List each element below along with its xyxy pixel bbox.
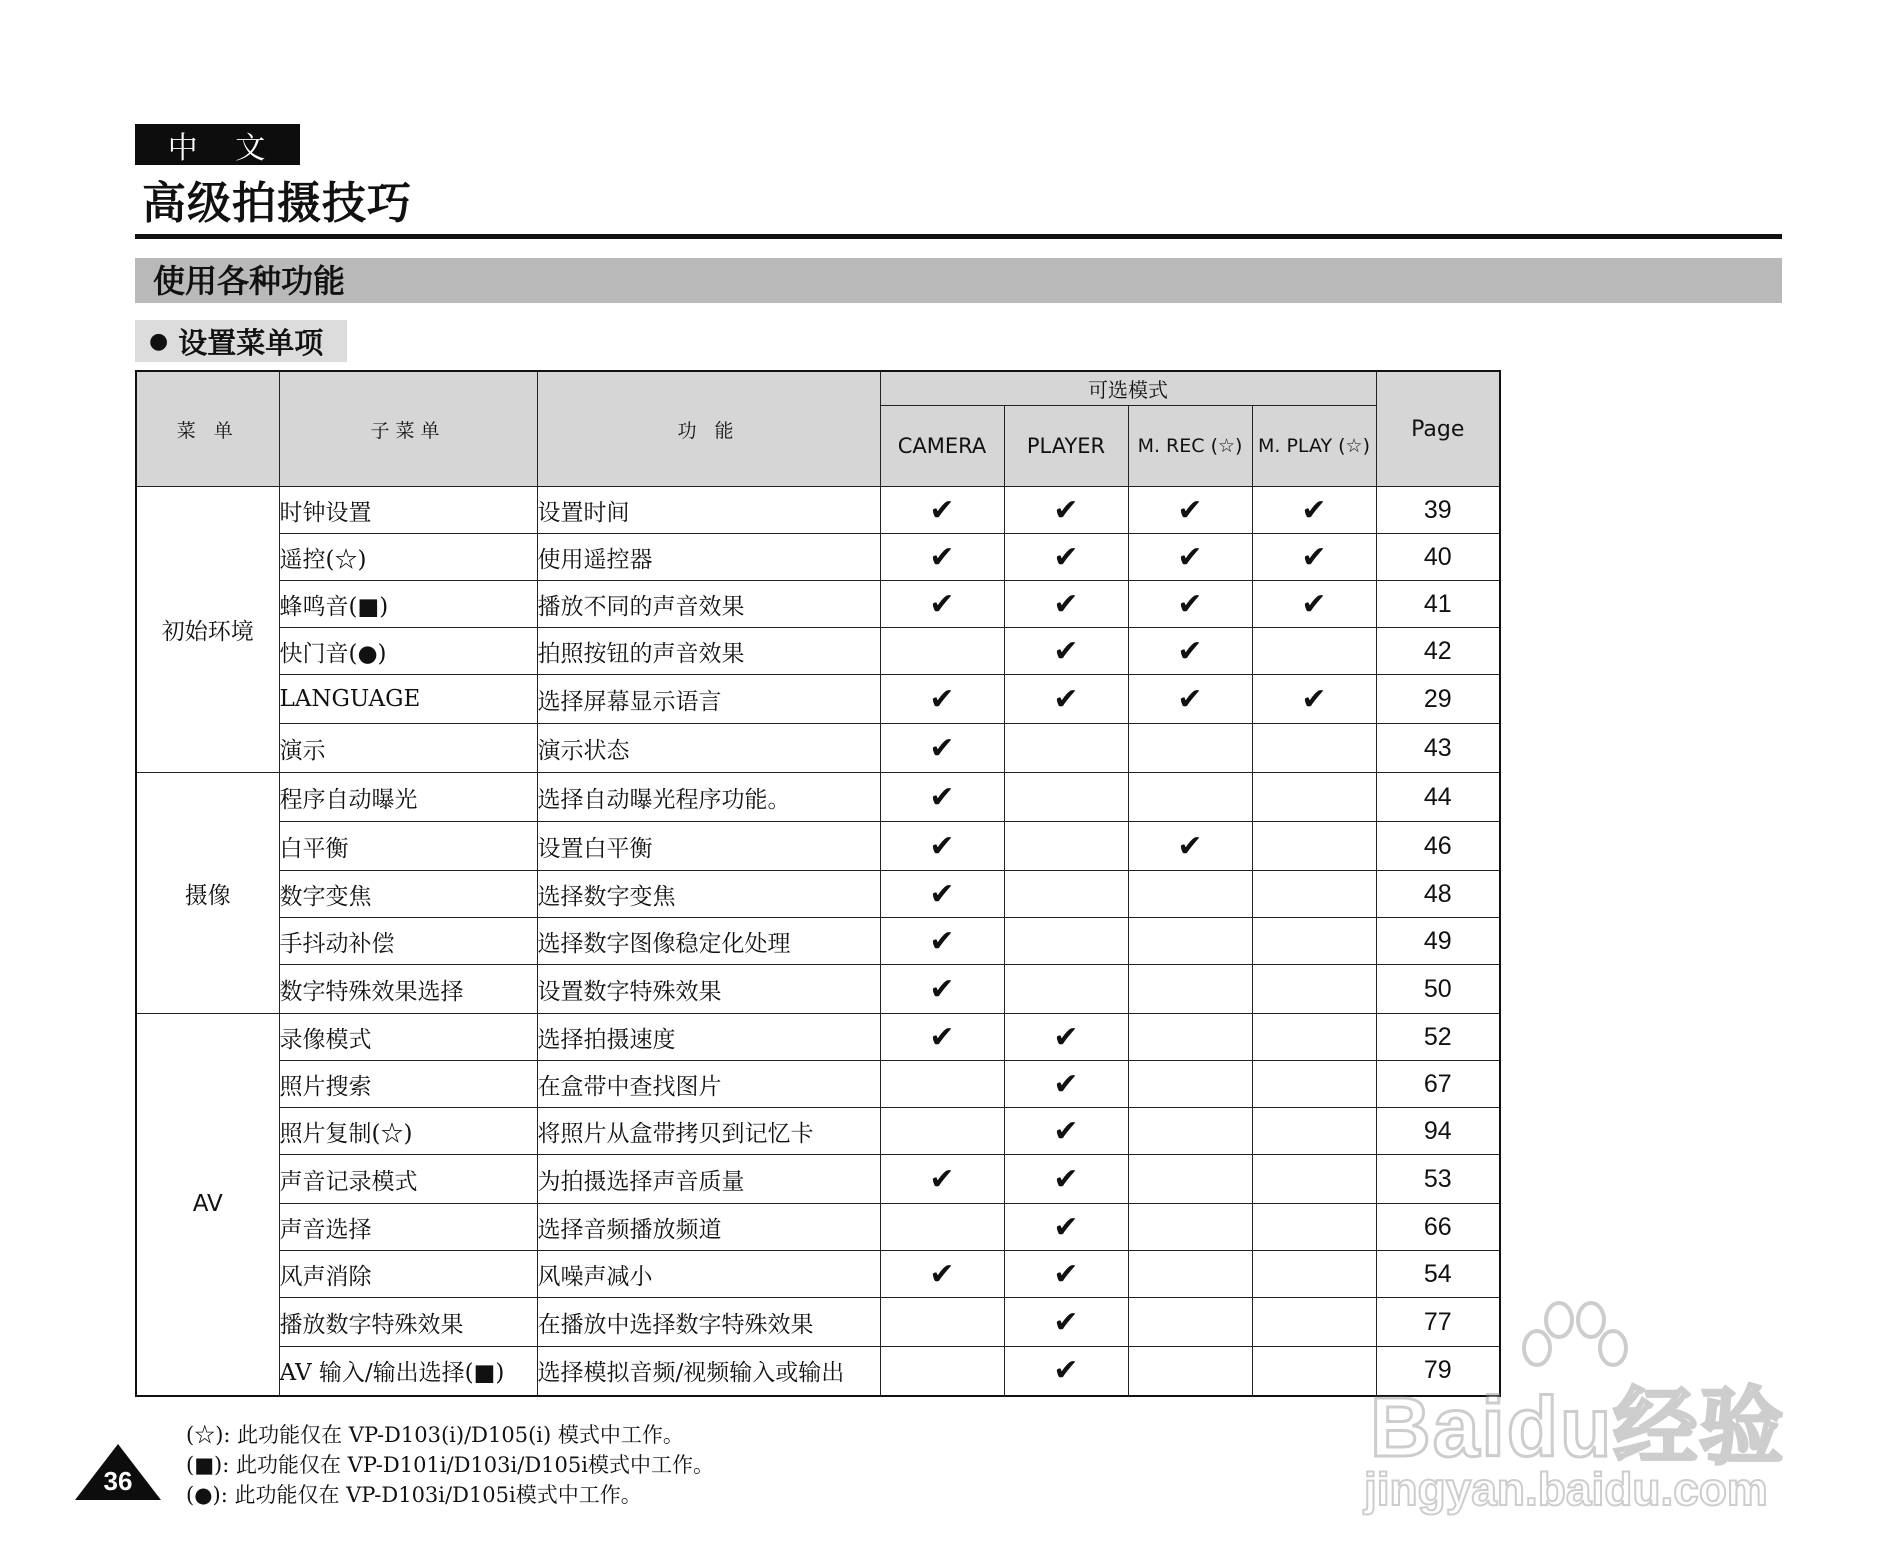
mode-camera-check: ✔ <box>880 1251 1004 1298</box>
mode-player-check: ✔ <box>1004 675 1128 724</box>
page-ref-cell: 49 <box>1376 918 1500 965</box>
mode-camera-check: ✔ <box>880 487 1004 534</box>
table-row <box>136 724 1500 773</box>
table-row <box>136 773 1500 822</box>
mode-mrec-check <box>1128 1155 1252 1204</box>
title-divider <box>135 234 1782 239</box>
mode-player-check: ✔ <box>1004 1347 1128 1396</box>
page-ref-cell: 66 <box>1376 1204 1500 1251</box>
submenu-cell: 数字变焦 <box>279 871 537 918</box>
table-row <box>136 1108 1500 1155</box>
menu-category: 初始环境 <box>136 487 279 773</box>
mode-camera-check: ✔ <box>880 724 1004 773</box>
table-row <box>136 1014 1500 1061</box>
mode-mrec-check: ✔ <box>1128 822 1252 871</box>
mode-mrec-check: ✔ <box>1128 581 1252 628</box>
mode-camera-check: ✔ <box>880 581 1004 628</box>
submenu-cell: 蜂鸣音(■) <box>279 581 537 628</box>
function-cell: 设置数字特殊效果 <box>537 965 880 1014</box>
header-mode-player: PLAYER <box>1004 406 1128 487</box>
submenu-cell: 数字特殊效果选择 <box>279 965 537 1014</box>
watermark <box>1360 1300 1830 1520</box>
mode-mplay-check <box>1252 724 1376 773</box>
mode-camera-check: ✔ <box>880 918 1004 965</box>
submenu-cell: 播放数字特殊效果 <box>279 1298 537 1347</box>
header-submenu: 子菜单 <box>279 371 537 487</box>
submenu-cell: 录像模式 <box>279 1014 537 1061</box>
mode-player-check <box>1004 918 1128 965</box>
page-number-badge <box>75 1444 161 1500</box>
function-cell: 为拍摄选择声音质量 <box>537 1155 880 1204</box>
page-ref-cell: 46 <box>1376 822 1500 871</box>
mode-mrec-check: ✔ <box>1128 534 1252 581</box>
function-cell: 播放不同的声音效果 <box>537 581 880 628</box>
page-ref-cell: 29 <box>1376 675 1500 724</box>
footnote: (☆): 此功能仅在 VP-D103(i)/D105(i) 模式中工作。 <box>186 1423 684 1447</box>
mode-player-check: ✔ <box>1004 1204 1128 1251</box>
function-cell: 选择屏幕显示语言 <box>537 675 880 724</box>
submenu-cell: 遥控(☆) <box>279 534 537 581</box>
table-row <box>136 487 1500 534</box>
footnotes <box>186 1420 714 1510</box>
mode-mplay-check <box>1252 773 1376 822</box>
table-row <box>136 918 1500 965</box>
mode-mplay-check <box>1252 1108 1376 1155</box>
header-function: 功 能 <box>537 371 880 487</box>
mode-camera-check: ✔ <box>880 965 1004 1014</box>
function-cell: 将照片从盒带拷贝到记忆卡 <box>537 1108 880 1155</box>
mode-mplay-check <box>1252 918 1376 965</box>
mode-mrec-check <box>1128 871 1252 918</box>
function-cell: 选择数字变焦 <box>537 871 880 918</box>
submenu-cell: 程序自动曝光 <box>279 773 537 822</box>
mode-camera-check: ✔ <box>880 1155 1004 1204</box>
mode-mplay-check <box>1252 1347 1376 1396</box>
table-row <box>136 628 1500 675</box>
mode-mplay-check <box>1252 1155 1376 1204</box>
function-cell: 选择数字图像稳定化处理 <box>537 918 880 965</box>
submenu-cell: 手抖动补偿 <box>279 918 537 965</box>
page-number: 36 <box>103 1466 133 1496</box>
table-row <box>136 675 1500 724</box>
menu-category: AV <box>136 1014 279 1396</box>
subsection-title: 设置菜单项 <box>178 325 324 360</box>
mode-mplay-check: ✔ <box>1252 581 1376 628</box>
page-ref-cell: 39 <box>1376 487 1500 534</box>
language-tag: 中 文 <box>135 124 300 165</box>
header-modes-group: 可选模式 <box>880 371 1376 406</box>
function-cell: 演示状态 <box>537 724 880 773</box>
page-ref-cell: 48 <box>1376 871 1500 918</box>
menu-items-table <box>135 370 1501 1397</box>
mode-mplay-check <box>1252 871 1376 918</box>
page-ref-cell: 54 <box>1376 1251 1500 1298</box>
submenu-cell: AV 输入/输出选择(■) <box>279 1347 537 1396</box>
section-header <box>135 258 1782 303</box>
function-cell: 风噪声减小 <box>537 1251 880 1298</box>
page-ref-cell: 40 <box>1376 534 1500 581</box>
mode-mrec-check <box>1128 965 1252 1014</box>
page-ref-cell: 44 <box>1376 773 1500 822</box>
mode-player-check: ✔ <box>1004 487 1128 534</box>
mode-camera-check <box>880 1298 1004 1347</box>
mode-player-check: ✔ <box>1004 581 1128 628</box>
submenu-cell: 照片搜索 <box>279 1061 537 1108</box>
watermark-url: jingyan.baidu.com <box>1364 1463 1768 1515</box>
mode-camera-check <box>880 628 1004 675</box>
header-mode-mrec: M. REC (☆) <box>1128 406 1252 487</box>
mode-mplay-check <box>1252 822 1376 871</box>
mode-player-check: ✔ <box>1004 1061 1128 1108</box>
submenu-cell: 白平衡 <box>279 822 537 871</box>
submenu-cell: 时钟设置 <box>279 487 537 534</box>
section-title: 使用各种功能 <box>153 262 346 300</box>
mode-mplay-check: ✔ <box>1252 534 1376 581</box>
footnote: (■): 此功能仅在 VP-D101i/D103i/D105i模式中工作。 <box>186 1453 714 1477</box>
page-ref-cell: 43 <box>1376 724 1500 773</box>
mode-camera-check: ✔ <box>880 675 1004 724</box>
function-cell: 拍照按钮的声音效果 <box>537 628 880 675</box>
mode-player-check: ✔ <box>1004 1155 1128 1204</box>
mode-mplay-check: ✔ <box>1252 675 1376 724</box>
page-ref-cell: 79 <box>1376 1347 1500 1396</box>
mode-camera-check: ✔ <box>880 534 1004 581</box>
submenu-cell: 声音选择 <box>279 1204 537 1251</box>
mode-mplay-check <box>1252 965 1376 1014</box>
function-cell: 选择自动曝光程序功能。 <box>537 773 880 822</box>
table-row <box>136 1155 1500 1204</box>
mode-mplay-check <box>1252 628 1376 675</box>
watermark-logo: Baidu经验 <box>1370 1380 1786 1474</box>
mode-mplay-check <box>1252 1204 1376 1251</box>
mode-player-check <box>1004 724 1128 773</box>
mode-mrec-check: ✔ <box>1128 487 1252 534</box>
subsection-header <box>135 320 347 362</box>
mode-camera-check: ✔ <box>880 1014 1004 1061</box>
table-body <box>136 487 1500 1396</box>
page-ref-cell: 94 <box>1376 1108 1500 1155</box>
function-cell: 选择音频播放频道 <box>537 1204 880 1251</box>
function-cell: 选择拍摄速度 <box>537 1014 880 1061</box>
function-cell: 设置时间 <box>537 487 880 534</box>
mode-camera-check <box>880 1204 1004 1251</box>
mode-player-check <box>1004 773 1128 822</box>
mode-player-check: ✔ <box>1004 1251 1128 1298</box>
page-ref-cell: 77 <box>1376 1298 1500 1347</box>
submenu-cell: LANGUAGE <box>279 675 537 724</box>
mode-mrec-check <box>1128 1108 1252 1155</box>
function-cell: 在盒带中查找图片 <box>537 1061 880 1108</box>
submenu-cell: 风声消除 <box>279 1251 537 1298</box>
mode-mrec-check <box>1128 1204 1252 1251</box>
mode-mplay-check <box>1252 1061 1376 1108</box>
footnote: (●): 此功能仅在 VP-D103i/D105i模式中工作。 <box>186 1483 642 1507</box>
mode-player-check: ✔ <box>1004 1108 1128 1155</box>
mode-camera-check <box>880 1061 1004 1108</box>
submenu-cell: 照片复制(☆) <box>279 1108 537 1155</box>
page-ref-cell: 41 <box>1376 581 1500 628</box>
mode-mplay-check <box>1252 1251 1376 1298</box>
function-cell: 在播放中选择数字特殊效果 <box>537 1298 880 1347</box>
mode-player-check <box>1004 871 1128 918</box>
mode-player-check <box>1004 965 1128 1014</box>
table-row <box>136 534 1500 581</box>
function-cell: 设置白平衡 <box>537 822 880 871</box>
submenu-cell: 快门音(●) <box>279 628 537 675</box>
mode-mrec-check <box>1128 1061 1252 1108</box>
table-row <box>136 1251 1500 1298</box>
mode-mplay-check <box>1252 1014 1376 1061</box>
mode-mrec-check <box>1128 1251 1252 1298</box>
mode-camera-check: ✔ <box>880 871 1004 918</box>
header-page: Page <box>1376 371 1500 487</box>
mode-camera-check: ✔ <box>880 822 1004 871</box>
mode-mrec-check: ✔ <box>1128 628 1252 675</box>
bullet-icon: ● <box>149 328 169 354</box>
mode-player-check: ✔ <box>1004 1298 1128 1347</box>
mode-player-check: ✔ <box>1004 1014 1128 1061</box>
page-ref-cell: 52 <box>1376 1014 1500 1061</box>
header-mode-mplay: M. PLAY (☆) <box>1252 406 1376 487</box>
mode-player-check <box>1004 822 1128 871</box>
mode-camera-check <box>880 1347 1004 1396</box>
mode-mrec-check <box>1128 773 1252 822</box>
menu-category: 摄像 <box>136 773 279 1014</box>
mode-mplay-check: ✔ <box>1252 487 1376 534</box>
page-ref-cell: 53 <box>1376 1155 1500 1204</box>
table-row <box>136 1061 1500 1108</box>
mode-mrec-check <box>1128 724 1252 773</box>
mode-player-check: ✔ <box>1004 534 1128 581</box>
function-cell: 使用遥控器 <box>537 534 880 581</box>
mode-mplay-check <box>1252 1298 1376 1347</box>
table-row <box>136 965 1500 1014</box>
mode-camera-check <box>880 1108 1004 1155</box>
table-row <box>136 1298 1500 1347</box>
mode-mrec-check <box>1128 1014 1252 1061</box>
table-row <box>136 1204 1500 1251</box>
mode-mrec-check <box>1128 1298 1252 1347</box>
mode-player-check: ✔ <box>1004 628 1128 675</box>
header-mode-camera: CAMERA <box>880 406 1004 487</box>
function-cell: 选择模拟音频/视频输入或输出 <box>537 1347 880 1396</box>
table-row <box>136 871 1500 918</box>
table-row <box>136 1347 1500 1396</box>
submenu-cell: 演示 <box>279 724 537 773</box>
submenu-cell: 声音记录模式 <box>279 1155 537 1204</box>
mode-mrec-check: ✔ <box>1128 675 1252 724</box>
page-title: 高级拍摄技巧 <box>142 178 412 229</box>
table-row <box>136 822 1500 871</box>
header-menu: 菜 单 <box>136 371 279 487</box>
page-ref-cell: 42 <box>1376 628 1500 675</box>
table-row <box>136 581 1500 628</box>
mode-camera-check: ✔ <box>880 773 1004 822</box>
mode-mrec-check <box>1128 918 1252 965</box>
mode-mrec-check <box>1128 1347 1252 1396</box>
page-ref-cell: 67 <box>1376 1061 1500 1108</box>
page-ref-cell: 50 <box>1376 965 1500 1014</box>
